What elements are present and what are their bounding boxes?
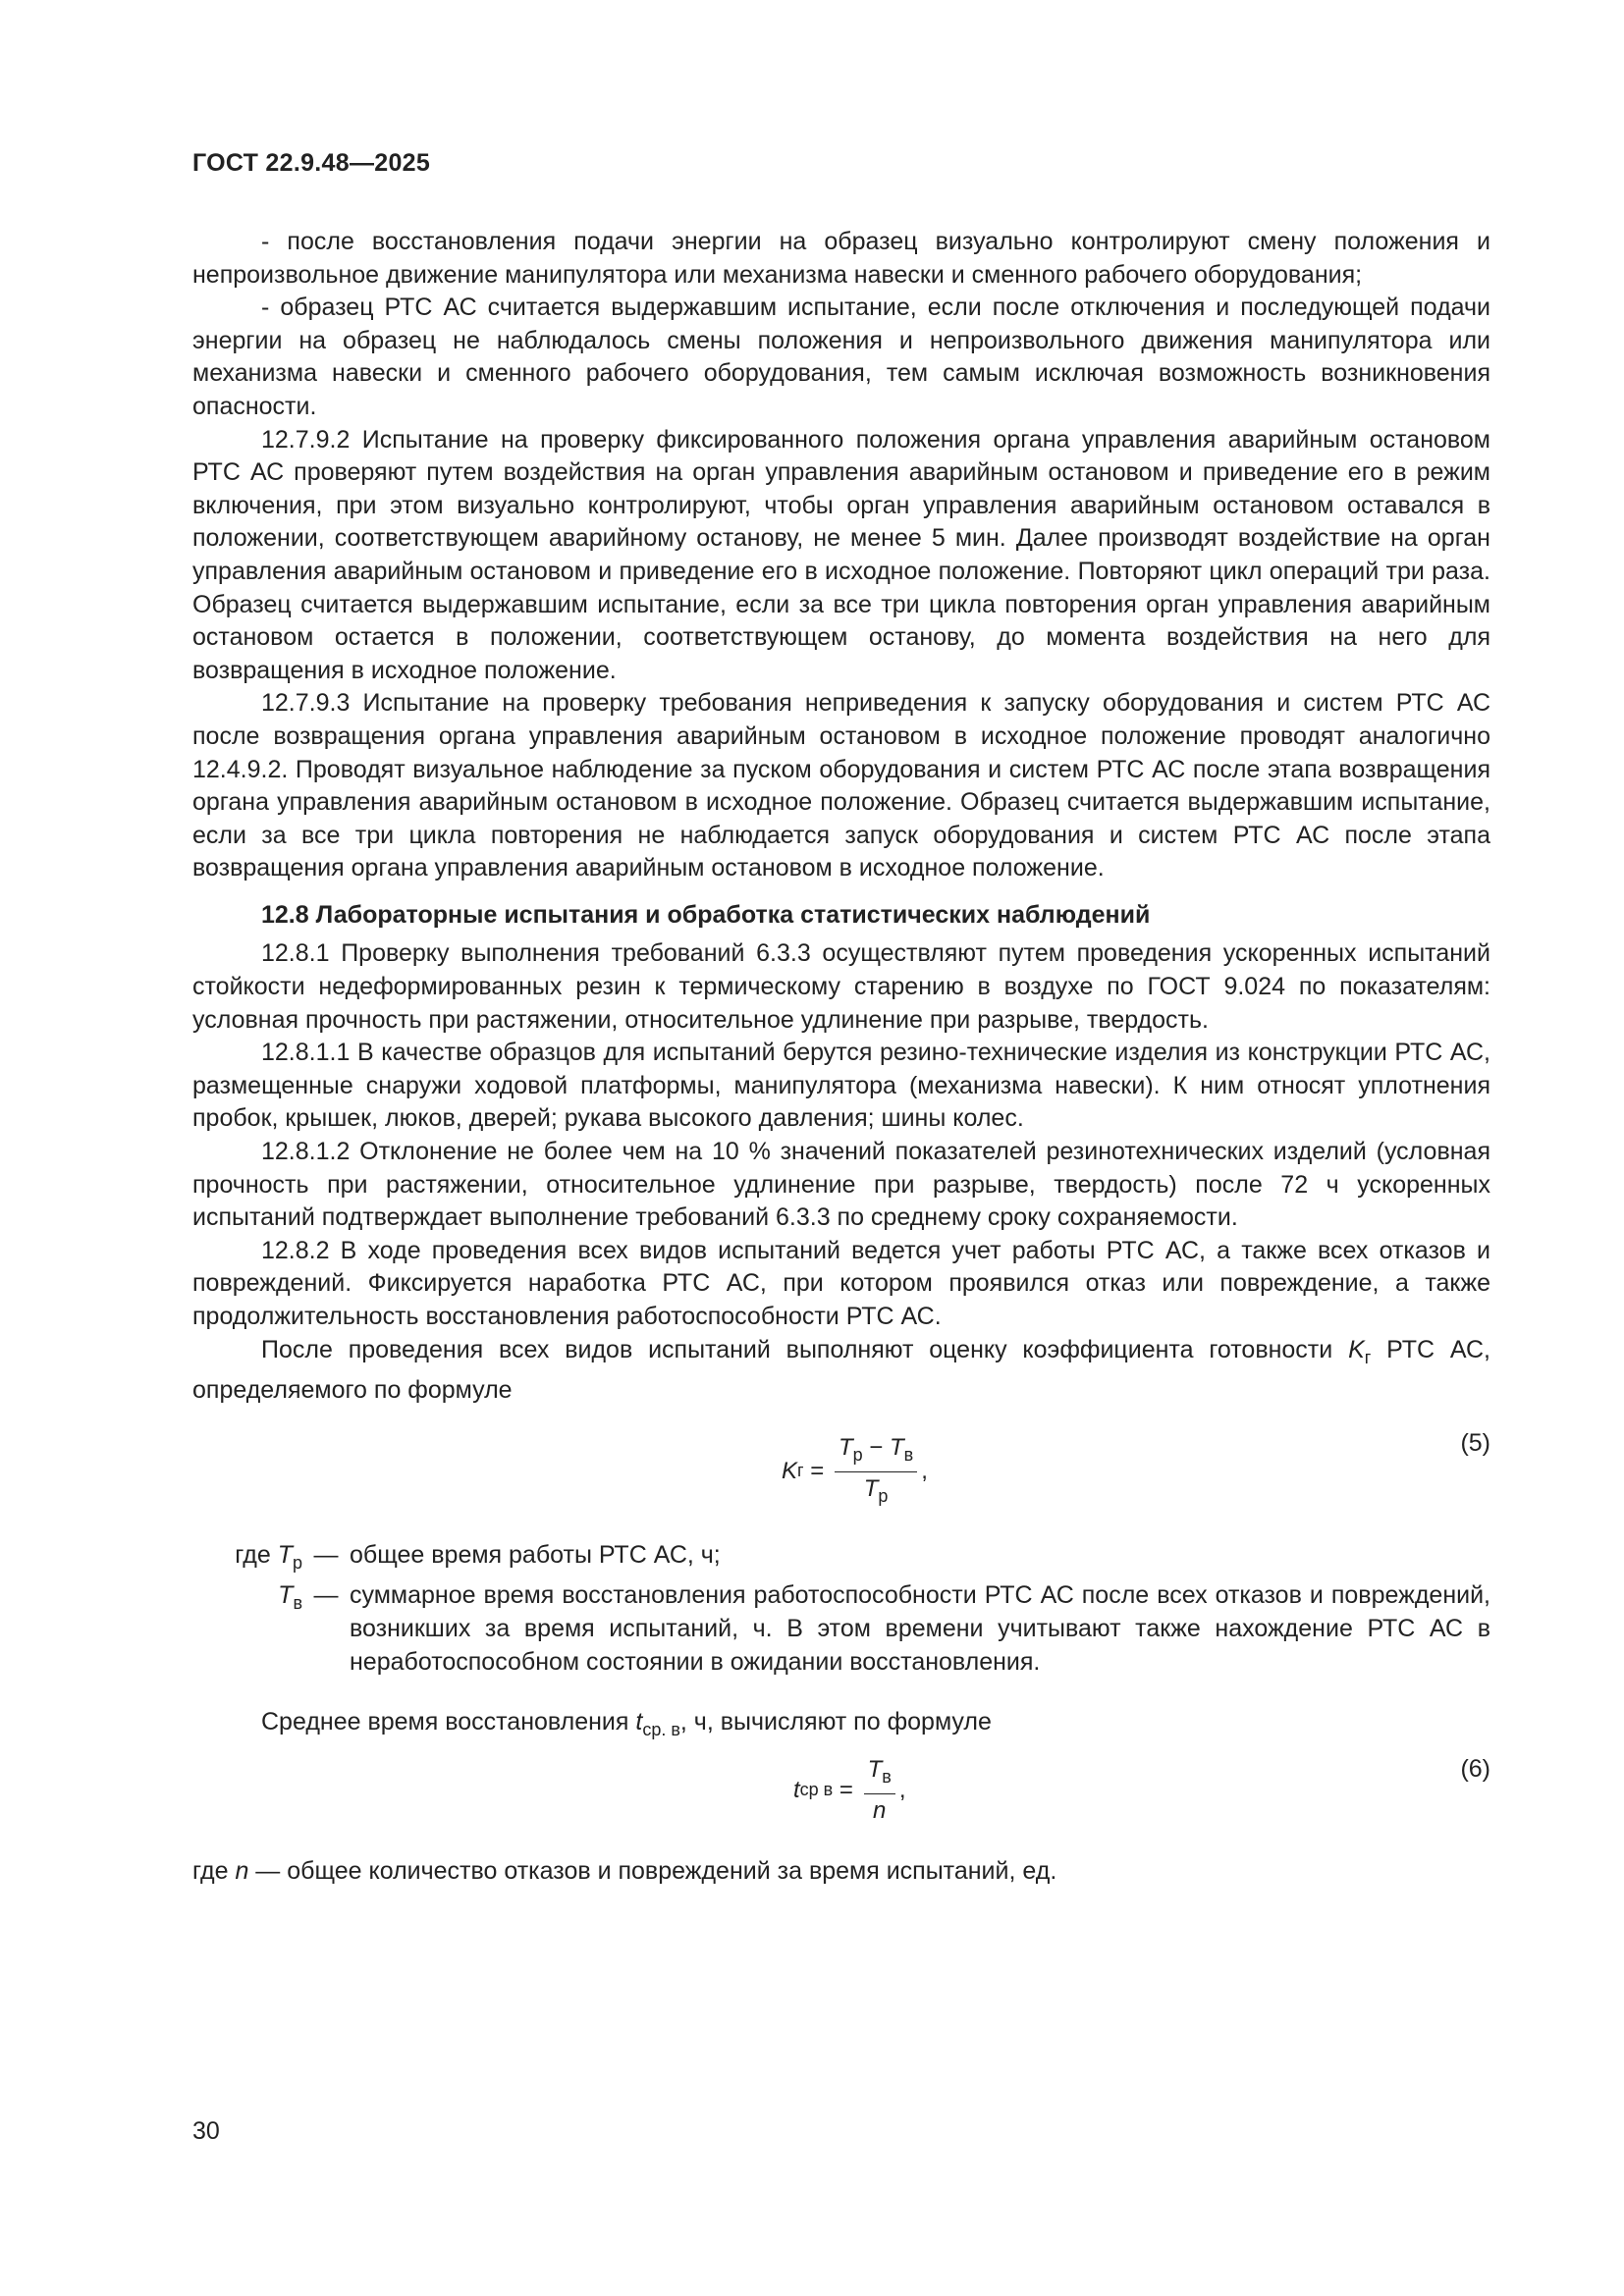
document-header: ГОСТ 22.9.48—2025 xyxy=(192,149,431,177)
paragraph: - после восстановления подачи энергии на образец визуально контролируют смену положения и непроизвольное движение манипулятора или механизма навески и сменного рабочего оборудования; xyxy=(192,228,1490,289)
formula-6 xyxy=(192,1755,1490,1849)
page-number: 30 xyxy=(192,2117,220,2145)
document-body xyxy=(192,226,1490,1888)
paragraph-kg: После проведения всех видов испытаний выполняют оценку коэффициента готовности $K_г$ РТС АС, определяемого по формуле xyxy=(192,1335,1490,1405)
where-list-5 xyxy=(192,1539,1490,1679)
formula-5-number: (5) xyxy=(1460,1428,1490,1457)
paragraph: 12.8.1 Проверку выполнения требований 6.3.3 осуществляют путем проведения ускоренных испытаний стойкости недеформированных резин к термическому старению в воздухе по ГОСТ 9.024 по показателям: условная прочность при растяжении, относительное удлинение при разрыве, твердость. xyxy=(192,939,1490,1034)
paragraph-t: Среднее время восстановления $t_{ср. в}$, ч, вычисляют по формуле xyxy=(261,1708,992,1740)
paragraph: 12.8.2 В ходе проведения всех видов испытаний ведется учет работы РТС АС, а также всех отказов и повреждений. Фиксируется наработка РТС АС, при котором проявился отказ или повреждение, а также продолжительность восстановления работоспособности РТС АС. xyxy=(192,1236,1490,1330)
paragraph: 12.8.1.1 В качестве образцов для испытаний берутся резино-технические изделия из конструкции РТС АС, размещенные снаружи ходовой платформы, манипулятора (механизма навески). К ним относят уплотнения пробок, крышек, люков, дверей; рукава высокого давления; шины колес. xyxy=(192,1039,1490,1133)
fraction: $\frac{T_в}{n}$ xyxy=(864,1755,895,1826)
paragraph: 12.7.9.3 Испытание на проверку требования неприведения к запуску оборудования и систем РТС АС после возвращения органа управления аварийным остановом в исходное положение проводят аналогично 12.4.9.2. Проводят визуальное наблюдение за пуском оборудования и систем РТС АС после этапа возвращения органа управления аварийным остановом в исходное положение. Образец считается выдержавшим испытание, если за все три цикла повторения не наблюдается запуск оборудования и систем РТС АС после этапа возвращения органа управления аварийным остановом в исходное положение. xyxy=(192,689,1490,882)
where-6: где n — общее количество отказов и повреждений за время испытаний, ед. xyxy=(192,1856,1057,1885)
formula-6-expression: t ср в = $\frac{T_в}{n}$ , xyxy=(793,1755,906,1824)
paragraph: 12.7.9.2 Испытание на проверку фиксированного положения органа управления аварийным остановом РТС АС проверяют путем воздействия на орган управления аварийным остановом и приведение его в режим включения, при этом визуально контролируют, чтобы орган управления аварийным остановом оставался в положении, соответствующем аварийному останову, не менее 5 мин. Далее производят воздействие на орган управления аварийным остановом и приведение его в исходное положение. Повторяют цикл операций три раза. Образец считается выдержавшим испытание, если за все три цикла повторения орган управления аварийным остановом остается в положении, соответствующем останову, до момента воздействия на него для возвращения в исходное положение. xyxy=(192,425,1490,684)
where-item: где $T_р$ — общее время работы РТС АС, ч; xyxy=(235,1540,721,1573)
paragraph: 12.8.1.2 Отклонение не более чем на 10 % значений показателей резинотехнических изделий (условная прочность при растяжении, относительное удлинение при разрыве, твердость) после 72 ч ускоренных испытаний подтверждает выполнение требований 6.3.3 по среднему сроку сохраняемости. xyxy=(192,1138,1490,1232)
formula-6-number: (6) xyxy=(1460,1754,1490,1783)
paragraph: - образец РТС АС считается выдержавшим испытание, если после отключения и последующей подачи энергии на образец не наблюдалось смены положения и непроизвольного движения манипулятора или механизма навески и сменного рабочего оборудования, тем самым исключая возможность возникновения опасности. xyxy=(192,294,1490,420)
formula-5-expression: K г = $\frac{T_р - T_в}{T_р}$ , xyxy=(782,1433,928,1511)
formula-5 xyxy=(192,1415,1490,1533)
fraction: $\frac{T_р - T_в}{T_р}$ xyxy=(835,1433,917,1511)
section-heading: 12.8 Лабораторные испытания и обработка статистических наблюдений xyxy=(261,900,1151,929)
where-item: $T_в$ — суммарное время восстановления работоспособности РТС АС после всех отказов и повреждений, возникших за время испытаний, ч. В этом времени учитывают также нахождение РТС АС в неработоспособном состоянии в ожидании восстановления. xyxy=(278,1581,1490,1676)
